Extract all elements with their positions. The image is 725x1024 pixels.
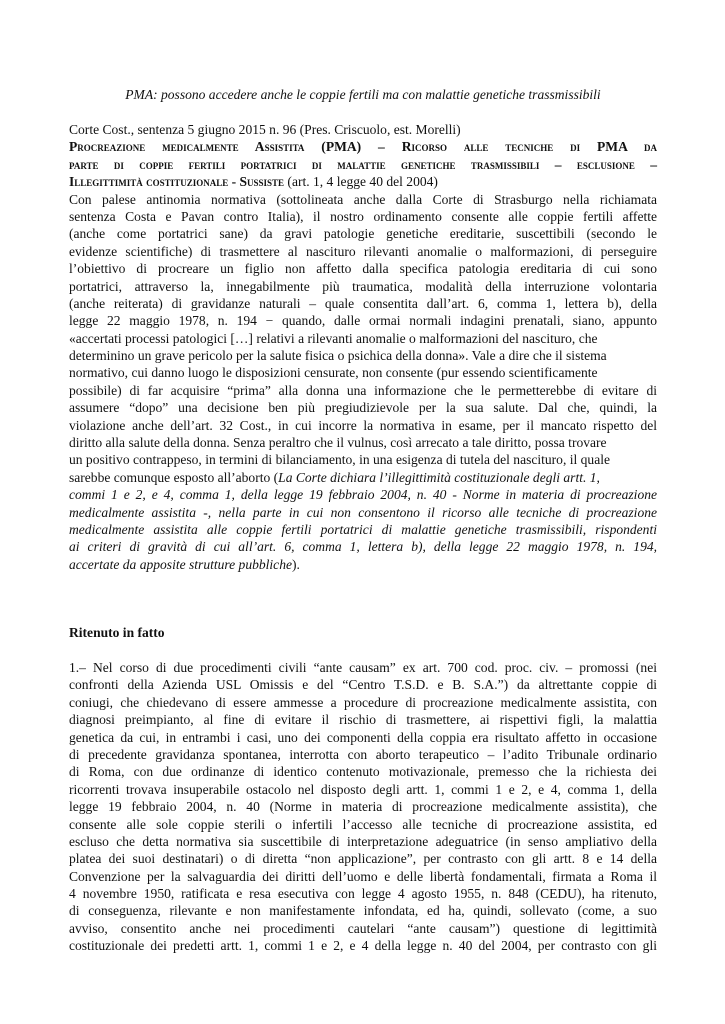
massima-line: sentenza Costa e Pavan contro Italia), il nostro ordinamento consente alle coppie fertili affette — [69, 208, 657, 224]
massima-heading-line: parte di coppie fertili portatrici di malattie genetiche trasmissibili – esclusione – — [69, 156, 657, 172]
fatto-line: diagnosi preimpianto, al fine di evitare il rischio di trasmettere, ai rispettivi figli, la malattia — [69, 712, 657, 728]
fatto-line: Convenzione per la salvaguardia dei diritti dell’uomo e delle libertà fondamentali, firmata a Roma il — [69, 868, 657, 884]
fatto-line: di conseguenza, rilevante e non manifestamente infondata, ed ha, quindi, sollevato (come, a suo — [69, 903, 657, 919]
massima-line: determinino un grave pericolo per la salute fisica o psichica della donna». Vale a dire che il sistema — [69, 348, 607, 364]
dispositivo-line: medicalmente assistita -, nella parte in cui non consentono il ricorso alle tecniche di procreazione — [69, 504, 657, 520]
massima-line: Con palese antinomia normativa (sottolineata anche dalla Corte di Strasburgo nella richiamata — [69, 191, 657, 207]
fatto-line: escluso che detta normativa sia suscettibile di interpretazione adeguatrice (in senso ampliativo della — [69, 833, 657, 849]
massima-line: legge 22 maggio 1978, n. 194 − quando, dalle ormai normali indagini prenatali, siano, appunto — [69, 313, 657, 329]
dispositivo-text: La Corte dichiara l’illegittimità costituzionale degli artt. 1, — [278, 469, 600, 485]
massima-line: normativo, cui danno luogo le disposizioni censurate, non consente (pur essendo scientificamente — [69, 365, 598, 381]
massima-line: portatrici, attraverso la, innegabilmente più traumatica, modalità della interruzione volontaria — [69, 278, 657, 294]
fatto-line: platea dei suoi destinatari) o di diretta “non applicazione”, per contrasto con gli artt. 8 e 14 della — [69, 851, 657, 867]
fatto-line: 1.– Nel corso di due procedimenti civili “ante causam” ex art. 700 cod. proc. civ. – promossi (nei — [69, 660, 657, 675]
massima-line: «accertati processi patologici […] relativi a rilevanti anomalie o malformazioni del nascituro, che — [69, 330, 598, 346]
closing-punctuation: ). — [291, 556, 300, 572]
dispositivo-line: commi 1 e 2, e 4, comma 1, della legge 19 febbraio 2004, n. 40 - Norme in materia di procreazione — [69, 487, 657, 503]
fatto-line: legge 19 febbraio 2004, n. 40 (Norme in materia di procreazione medicalmente assistita), che — [69, 799, 657, 815]
massima-line: diritto alla salute della donna. Senza peraltro che il vulnus, così arrecato a tale diritto, possa trovare — [69, 435, 607, 451]
dispositivo-line: ai criteri di gravità di cui all’art. 6, comma 1, lettera b), della legge 22 maggio 1978, n. 194, — [69, 539, 657, 555]
massima-heading-reference: (art. 1, 4 legge 40 del 2004) — [284, 174, 438, 190]
fatto-line: 4 novembre 1950, ratificata e resa esecutiva con legge 4 agosto 1955, n. 848 (CEDU), ha ritenuto, — [69, 886, 657, 902]
massima-line: evidenze scientifiche) di trasmettere al nascituro rilevanti anomalie o malformazioni, di perseguire — [69, 243, 657, 259]
massima-heading-keyword: Illegittimità costituzionale - Sussiste — [69, 174, 285, 190]
massima-line: (anche reiterata) di gravidanze naturali – quale consentita dall’art. 6, comma 1, lettera b), della — [69, 295, 657, 311]
fatto-line: coniugi, che chiedevano di essere ammesse a procedure di procreazione medicalmente assistita, con — [69, 694, 657, 710]
fatto-line: ricorrenti trovava insuperabile ostacolo nel disposto degli artt. 1, commi 1 e 2, e 4, comma 1, della — [69, 781, 657, 797]
fatto-line: di precedente gravidanza spontanea, interrotta con aborto terapeutico – l’adito Tribunale ordinario — [69, 746, 657, 762]
fatto-line: costituzionale dei predetti artt. 1, commi 1 e 2, e 4 della legge n. 40 del 2004, per contrasto con gli — [69, 938, 657, 954]
citation: Corte Cost., sentenza 5 giugno 2015 n. 96 (Pres. Criscuolo, est. Morelli) — [69, 122, 461, 137]
fatto-paragraph — [69, 659, 657, 955]
massima-line-text: sarebbe comunque esposto all’aborto ( — [69, 469, 279, 485]
massima-line: un positivo contrappeso, in termini di bilanciamento, in una esigenza di tutela del nascituro, il quale — [69, 452, 610, 468]
fatto-line: avviso, consentito anche nei procedimenti cautelari “ante causam”) questione di legittimità — [69, 920, 657, 936]
dispositivo-text: accertate da apposite strutture pubbliche — [69, 556, 292, 572]
massima-line: violazione anche dell’art. 32 Cost., in cui incorre la normativa in esame, per il mancato rispetto del — [69, 417, 657, 433]
massima-heading-line: Procreazione medicalmente Assistita (PMA) – Ricorso alle tecniche di PMA da — [69, 139, 657, 155]
fatto-line: consente alle sole coppie sterili o infertili l’accesso alle tecniche di procreazione assistita, ed — [69, 816, 657, 832]
fatto-line: confronti della Azienda USL Omissis e del “Centro T.S.D. e B. S.A.”) da altrettante coppie di — [69, 677, 657, 693]
page-title: PMA: possono accedere anche le coppie fertili ma con malattie genetiche trassmissibili — [125, 87, 601, 102]
massima-line: (anche come portatrici sane) da gravi patologie genetiche ereditarie, suscettibili (secondo le — [69, 226, 657, 242]
massima-line — [69, 469, 657, 486]
dispositivo-line — [69, 556, 657, 573]
massima-line: assumere “dopo” una decisione ben più pregiudizievole per la sua salute. Dal che, quindi, la — [69, 400, 657, 416]
fatto-line: di Roma, con due ordinanze di identico contenuto motivazionale, premesso che la richiesta dei — [69, 764, 657, 780]
massima-line: possibile) di far acquisire “prima” alla donna una informazione che le permetterebbe di evitare di — [69, 382, 657, 398]
massima-line: l’obiettivo di procreare un figlio non affetto dalla specifica patologia ereditaria di cui sono — [69, 261, 657, 277]
dispositivo-line: medicalmente assistita alle coppie fertili portatrici di malattie genetiche trasmissibili, rispondenti — [69, 521, 657, 537]
massima-heading-line — [69, 173, 657, 190]
section-heading: Ritenuto in fatto — [69, 625, 165, 640]
massima-block — [69, 121, 657, 573]
fatto-line: genetica da cui, in entrambi i casi, uno dei componenti della coppia era risultato affetto in occasione — [69, 729, 657, 745]
